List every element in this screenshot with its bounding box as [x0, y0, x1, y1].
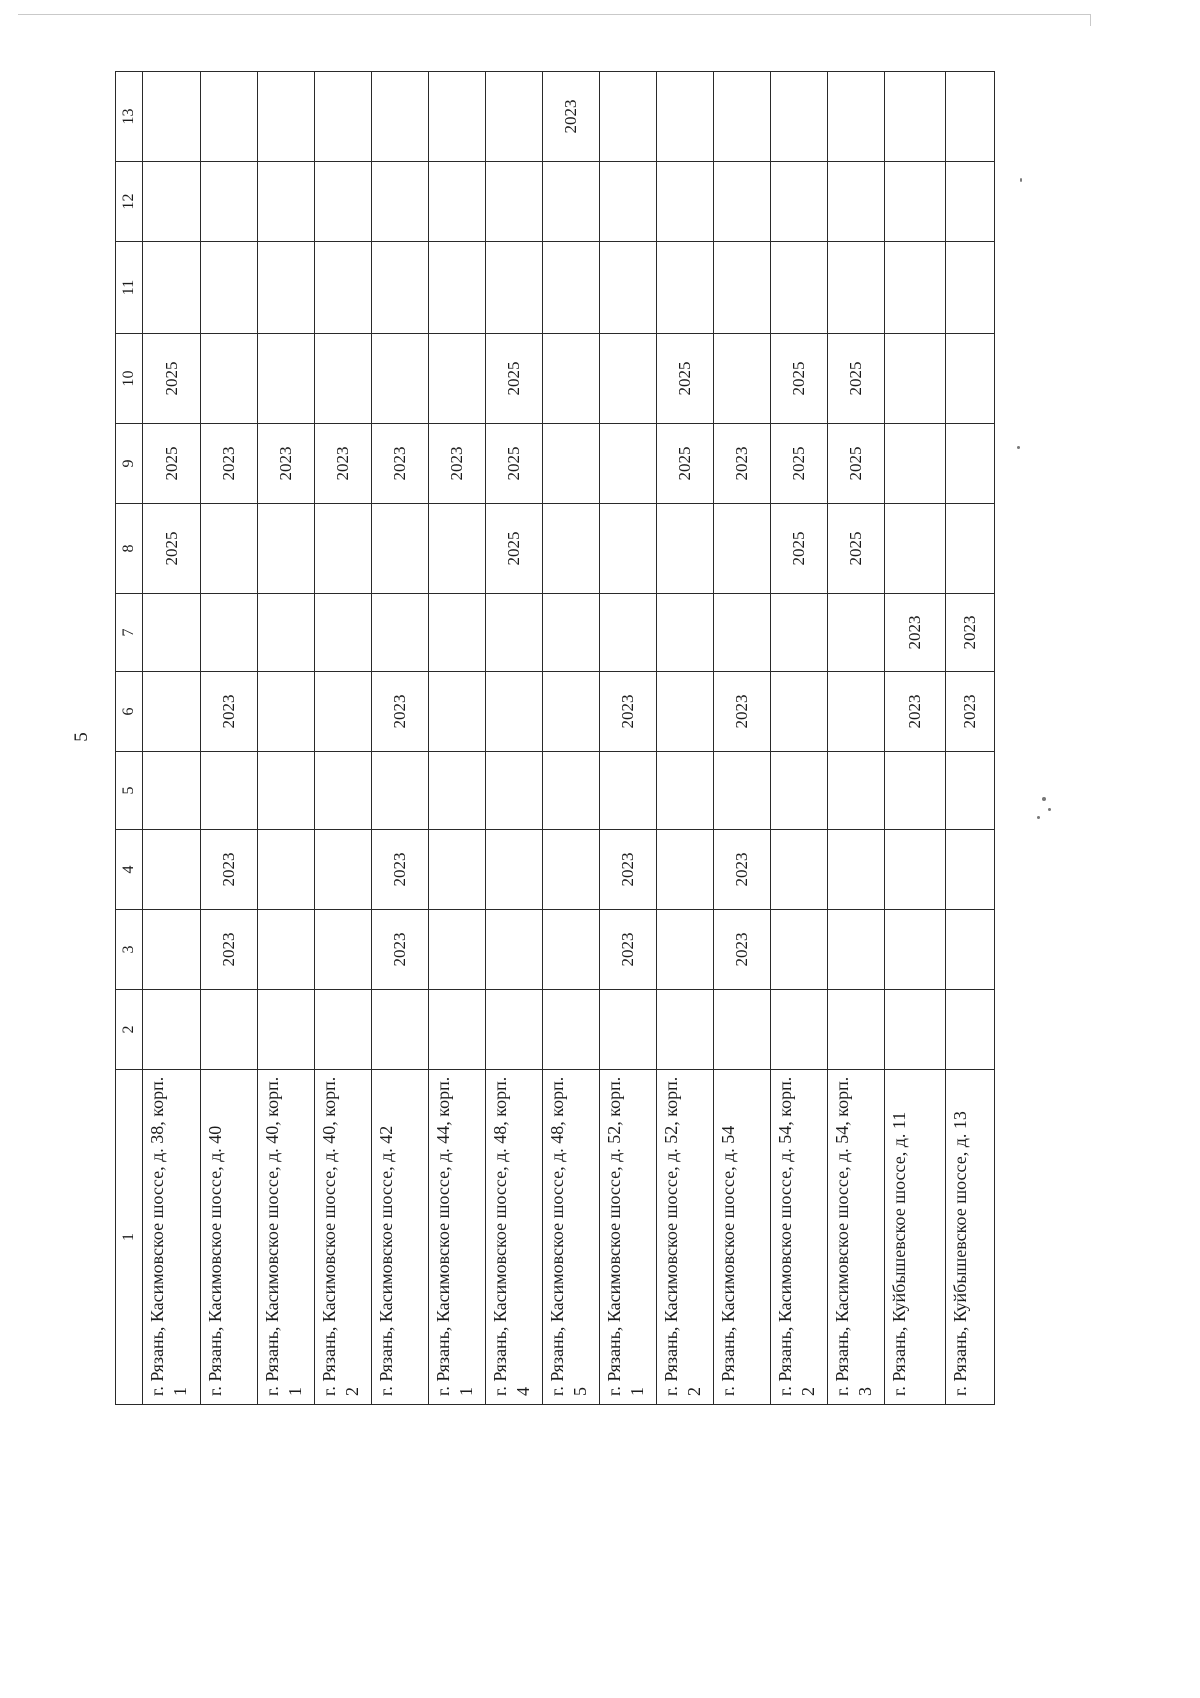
year-cell-col-10: 2025 [771, 334, 828, 424]
year-cell-col-11 [657, 242, 714, 334]
year-cell-col-13 [429, 72, 486, 162]
year-cell-col-7 [657, 594, 714, 672]
table-row [885, 72, 946, 1405]
address-cell: г. Рязань, Касимовское шоссе, д. 42 [372, 1070, 429, 1405]
year-cell-col-5 [600, 752, 657, 830]
table-row [657, 72, 714, 1405]
year-cell-col-10 [946, 334, 995, 424]
year-cell-col-11 [600, 242, 657, 334]
year-cell-col-8: 2025 [486, 504, 543, 594]
year-cell-col-3 [885, 910, 946, 990]
year-cell-col-5 [258, 752, 315, 830]
year-cell-col-6 [771, 672, 828, 752]
year-cell-col-13 [946, 72, 995, 162]
year-cell-col-12 [657, 162, 714, 242]
year-cell-col-6: 2023 [372, 672, 429, 752]
year-cell-col-10 [315, 334, 372, 424]
year-cell-col-12 [486, 162, 543, 242]
address-cell: г. Рязань, Касимовское шоссе, д. 54 [714, 1070, 771, 1405]
year-cell-col-11 [143, 242, 201, 334]
year-cell-col-10 [600, 334, 657, 424]
address-cell: г. Рязань, Касимовское шоссе, д. 54, корп. 2 [771, 1070, 828, 1405]
year-cell-col-6 [486, 672, 543, 752]
year-cell-col-3 [946, 910, 995, 990]
scan-speck [1037, 816, 1040, 819]
column-header-7: 7 [116, 594, 143, 672]
table-row [429, 72, 486, 1405]
year-cell-col-4 [771, 830, 828, 910]
year-cell-col-3: 2023 [714, 910, 771, 990]
year-cell-col-5 [486, 752, 543, 830]
year-cell-col-8 [885, 504, 946, 594]
column-header-2: 2 [116, 990, 143, 1070]
scan-speck [1020, 178, 1022, 182]
year-cell-col-9: 2023 [315, 424, 372, 504]
year-cell-col-11 [315, 242, 372, 334]
year-cell-col-8: 2025 [828, 504, 885, 594]
year-cell-col-5 [372, 752, 429, 830]
table-row [258, 72, 315, 1405]
year-cell-col-13 [201, 72, 258, 162]
year-cell-col-6 [543, 672, 600, 752]
year-cell-col-7 [828, 594, 885, 672]
year-cell-col-11 [885, 242, 946, 334]
year-cell-col-5 [143, 752, 201, 830]
year-cell-col-11 [429, 242, 486, 334]
column-header-3: 3 [116, 910, 143, 990]
year-cell-col-7 [771, 594, 828, 672]
year-cell-col-4 [429, 830, 486, 910]
year-cell-col-6 [657, 672, 714, 752]
column-header-12: 12 [116, 162, 143, 242]
address-cell: г. Рязань, Куйбышевское шоссе, д. 11 [885, 1070, 946, 1405]
year-cell-col-5 [714, 752, 771, 830]
scan-speck [1017, 446, 1020, 449]
year-cell-col-12 [315, 162, 372, 242]
year-cell-col-8 [201, 504, 258, 594]
column-header-13: 13 [116, 72, 143, 162]
year-cell-col-2 [600, 990, 657, 1070]
address-cell: г. Рязань, Касимовское шоссе, д. 54, корп. 3 [828, 1070, 885, 1405]
year-cell-col-10 [543, 334, 600, 424]
year-cell-col-3: 2023 [600, 910, 657, 990]
year-cell-col-5 [885, 752, 946, 830]
column-header-5: 5 [116, 752, 143, 830]
year-cell-col-7 [372, 594, 429, 672]
year-cell-col-3: 2023 [201, 910, 258, 990]
table-row [771, 72, 828, 1405]
year-cell-col-9: 2025 [143, 424, 201, 504]
year-cell-col-2 [201, 990, 258, 1070]
year-cell-col-4 [143, 830, 201, 910]
year-cell-col-7 [201, 594, 258, 672]
year-cell-col-8: 2025 [143, 504, 201, 594]
year-cell-col-11 [946, 242, 995, 334]
year-cell-col-2 [771, 990, 828, 1070]
column-header-4: 4 [116, 830, 143, 910]
year-cell-col-10 [258, 334, 315, 424]
year-cell-col-11 [543, 242, 600, 334]
year-cell-col-13 [372, 72, 429, 162]
year-cell-col-2 [486, 990, 543, 1070]
column-header-10: 10 [116, 334, 143, 424]
year-cell-col-8 [946, 504, 995, 594]
table-row [543, 72, 600, 1405]
year-cell-col-11 [486, 242, 543, 334]
address-cell: г. Рязань, Касимовское шоссе, д. 48, корп. 4 [486, 1070, 543, 1405]
year-cell-col-9 [600, 424, 657, 504]
table-row [486, 72, 543, 1405]
year-cell-col-3 [258, 910, 315, 990]
year-cell-col-2 [372, 990, 429, 1070]
table-frame [115, 72, 995, 1405]
year-cell-col-12 [885, 162, 946, 242]
year-cell-col-9 [946, 424, 995, 504]
year-cell-col-7 [600, 594, 657, 672]
year-cell-col-8: 2025 [771, 504, 828, 594]
year-cell-col-11 [828, 242, 885, 334]
year-cell-col-9: 2023 [201, 424, 258, 504]
year-cell-col-2 [946, 990, 995, 1070]
year-cell-col-6: 2023 [201, 672, 258, 752]
year-cell-col-6: 2023 [885, 672, 946, 752]
year-cell-col-5 [657, 752, 714, 830]
address-cell: г. Рязань, Касимовское шоссе, д. 48, корп. 5 [543, 1070, 600, 1405]
scan-edge-right [1090, 14, 1091, 26]
year-cell-col-7 [714, 594, 771, 672]
year-cell-col-7 [258, 594, 315, 672]
year-cell-col-4 [946, 830, 995, 910]
year-cell-col-9: 2025 [771, 424, 828, 504]
year-cell-col-5 [946, 752, 995, 830]
year-cell-col-7 [143, 594, 201, 672]
year-cell-col-13 [315, 72, 372, 162]
year-cell-col-6 [429, 672, 486, 752]
year-cell-col-10 [885, 334, 946, 424]
year-cell-col-7 [543, 594, 600, 672]
year-cell-col-9: 2025 [828, 424, 885, 504]
year-cell-col-3 [543, 910, 600, 990]
year-cell-col-13 [657, 72, 714, 162]
year-cell-col-6 [258, 672, 315, 752]
year-cell-col-12 [771, 162, 828, 242]
year-cell-col-4 [315, 830, 372, 910]
year-cell-col-12 [600, 162, 657, 242]
column-header-6: 6 [116, 672, 143, 752]
year-cell-col-12 [714, 162, 771, 242]
year-cell-col-2 [429, 990, 486, 1070]
year-cell-col-5 [543, 752, 600, 830]
year-cell-col-12 [372, 162, 429, 242]
table-row [828, 72, 885, 1405]
column-header-1: 1 [116, 1070, 143, 1405]
year-cell-col-6: 2023 [946, 672, 995, 752]
column-header-8: 8 [116, 504, 143, 594]
year-cell-col-13: 2023 [543, 72, 600, 162]
year-cell-col-11 [201, 242, 258, 334]
year-cell-col-9: 2025 [657, 424, 714, 504]
scan-speck [1042, 797, 1046, 801]
year-cell-col-7: 2023 [946, 594, 995, 672]
year-cell-col-12 [543, 162, 600, 242]
year-cell-col-11 [258, 242, 315, 334]
rotated-table-container [115, 72, 995, 1405]
address-cell: г. Рязань, Касимовское шоссе, д. 40, корп. 1 [258, 1070, 315, 1405]
year-cell-col-8 [315, 504, 372, 594]
year-cell-col-10 [201, 334, 258, 424]
year-cell-col-8 [258, 504, 315, 594]
table-row [714, 72, 771, 1405]
address-cell: г. Рязань, Куйбышевское шоссе, д. 13 [946, 1070, 995, 1405]
column-header-11: 11 [116, 242, 143, 334]
year-cell-col-6 [315, 672, 372, 752]
year-cell-col-2 [543, 990, 600, 1070]
year-cell-col-11 [714, 242, 771, 334]
year-cell-col-7 [315, 594, 372, 672]
year-cell-col-13 [714, 72, 771, 162]
year-cell-col-13 [258, 72, 315, 162]
year-cell-col-9: 2023 [429, 424, 486, 504]
address-cell: г. Рязань, Касимовское шоссе, д. 38, корп. 1 [143, 1070, 201, 1405]
year-cell-col-4 [828, 830, 885, 910]
year-cell-col-8 [600, 504, 657, 594]
schedule-table [115, 71, 995, 1405]
year-cell-col-2 [258, 990, 315, 1070]
year-cell-col-3 [771, 910, 828, 990]
year-cell-col-9: 2023 [258, 424, 315, 504]
year-cell-col-10 [714, 334, 771, 424]
year-cell-col-10: 2025 [143, 334, 201, 424]
address-cell: г. Рязань, Касимовское шоссе, д. 40, корп. 2 [315, 1070, 372, 1405]
year-cell-col-8 [372, 504, 429, 594]
year-cell-col-12 [828, 162, 885, 242]
year-cell-col-5 [771, 752, 828, 830]
year-cell-col-2 [885, 990, 946, 1070]
year-cell-col-7 [486, 594, 543, 672]
table-row [372, 72, 429, 1405]
year-cell-col-4 [486, 830, 543, 910]
year-cell-col-12 [429, 162, 486, 242]
year-cell-col-13 [885, 72, 946, 162]
year-cell-col-11 [372, 242, 429, 334]
year-cell-col-4 [258, 830, 315, 910]
year-cell-col-8 [543, 504, 600, 594]
year-cell-col-7: 2023 [885, 594, 946, 672]
year-cell-col-5 [429, 752, 486, 830]
year-cell-col-6 [828, 672, 885, 752]
year-cell-col-4 [543, 830, 600, 910]
table-row [143, 72, 201, 1405]
year-cell-col-10 [429, 334, 486, 424]
year-cell-col-9 [543, 424, 600, 504]
header-row [116, 72, 143, 1405]
year-cell-col-12 [258, 162, 315, 242]
year-cell-col-5 [201, 752, 258, 830]
year-cell-col-3 [429, 910, 486, 990]
year-cell-col-4: 2023 [201, 830, 258, 910]
year-cell-col-10 [372, 334, 429, 424]
year-cell-col-13 [600, 72, 657, 162]
table-row [315, 72, 372, 1405]
year-cell-col-10: 2025 [486, 334, 543, 424]
year-cell-col-11 [771, 242, 828, 334]
year-cell-col-8 [657, 504, 714, 594]
year-cell-col-6 [143, 672, 201, 752]
schedule-table-body [116, 72, 995, 1405]
year-cell-col-6: 2023 [600, 672, 657, 752]
year-cell-col-9 [885, 424, 946, 504]
year-cell-col-4 [657, 830, 714, 910]
year-cell-col-12 [143, 162, 201, 242]
address-cell: г. Рязань, Касимовское шоссе, д. 44, корп. 1 [429, 1070, 486, 1405]
year-cell-col-6: 2023 [714, 672, 771, 752]
year-cell-col-3 [657, 910, 714, 990]
year-cell-col-13 [143, 72, 201, 162]
year-cell-col-12 [946, 162, 995, 242]
table-row [201, 72, 258, 1405]
year-cell-col-4: 2023 [372, 830, 429, 910]
year-cell-col-13 [771, 72, 828, 162]
scan-speck [1048, 808, 1051, 811]
table-row [600, 72, 657, 1405]
year-cell-col-7 [429, 594, 486, 672]
year-cell-col-9: 2025 [486, 424, 543, 504]
year-cell-col-12 [201, 162, 258, 242]
year-cell-col-8 [714, 504, 771, 594]
year-cell-col-3 [486, 910, 543, 990]
year-cell-col-2 [315, 990, 372, 1070]
year-cell-col-3 [143, 910, 201, 990]
table-row [946, 72, 995, 1405]
year-cell-col-13 [828, 72, 885, 162]
year-cell-col-4 [885, 830, 946, 910]
scan-edge-top [18, 14, 1090, 15]
year-cell-col-3 [315, 910, 372, 990]
year-cell-col-8 [429, 504, 486, 594]
year-cell-col-13 [486, 72, 543, 162]
year-cell-col-2 [657, 990, 714, 1070]
year-cell-col-10: 2025 [657, 334, 714, 424]
page-number: 5 [71, 732, 92, 742]
address-cell: г. Рязань, Касимовское шоссе, д. 52, корп. 2 [657, 1070, 714, 1405]
year-cell-col-2 [143, 990, 201, 1070]
year-cell-col-3 [828, 910, 885, 990]
year-cell-col-4: 2023 [714, 830, 771, 910]
year-cell-col-4: 2023 [600, 830, 657, 910]
year-cell-col-5 [315, 752, 372, 830]
year-cell-col-2 [714, 990, 771, 1070]
year-cell-col-3: 2023 [372, 910, 429, 990]
year-cell-col-2 [828, 990, 885, 1070]
year-cell-col-9: 2023 [714, 424, 771, 504]
year-cell-col-10: 2025 [828, 334, 885, 424]
address-cell: г. Рязань, Касимовское шоссе, д. 52, корп. 1 [600, 1070, 657, 1405]
year-cell-col-9: 2023 [372, 424, 429, 504]
address-cell: г. Рязань, Касимовское шоссе, д. 40 [201, 1070, 258, 1405]
column-header-9: 9 [116, 424, 143, 504]
year-cell-col-5 [828, 752, 885, 830]
